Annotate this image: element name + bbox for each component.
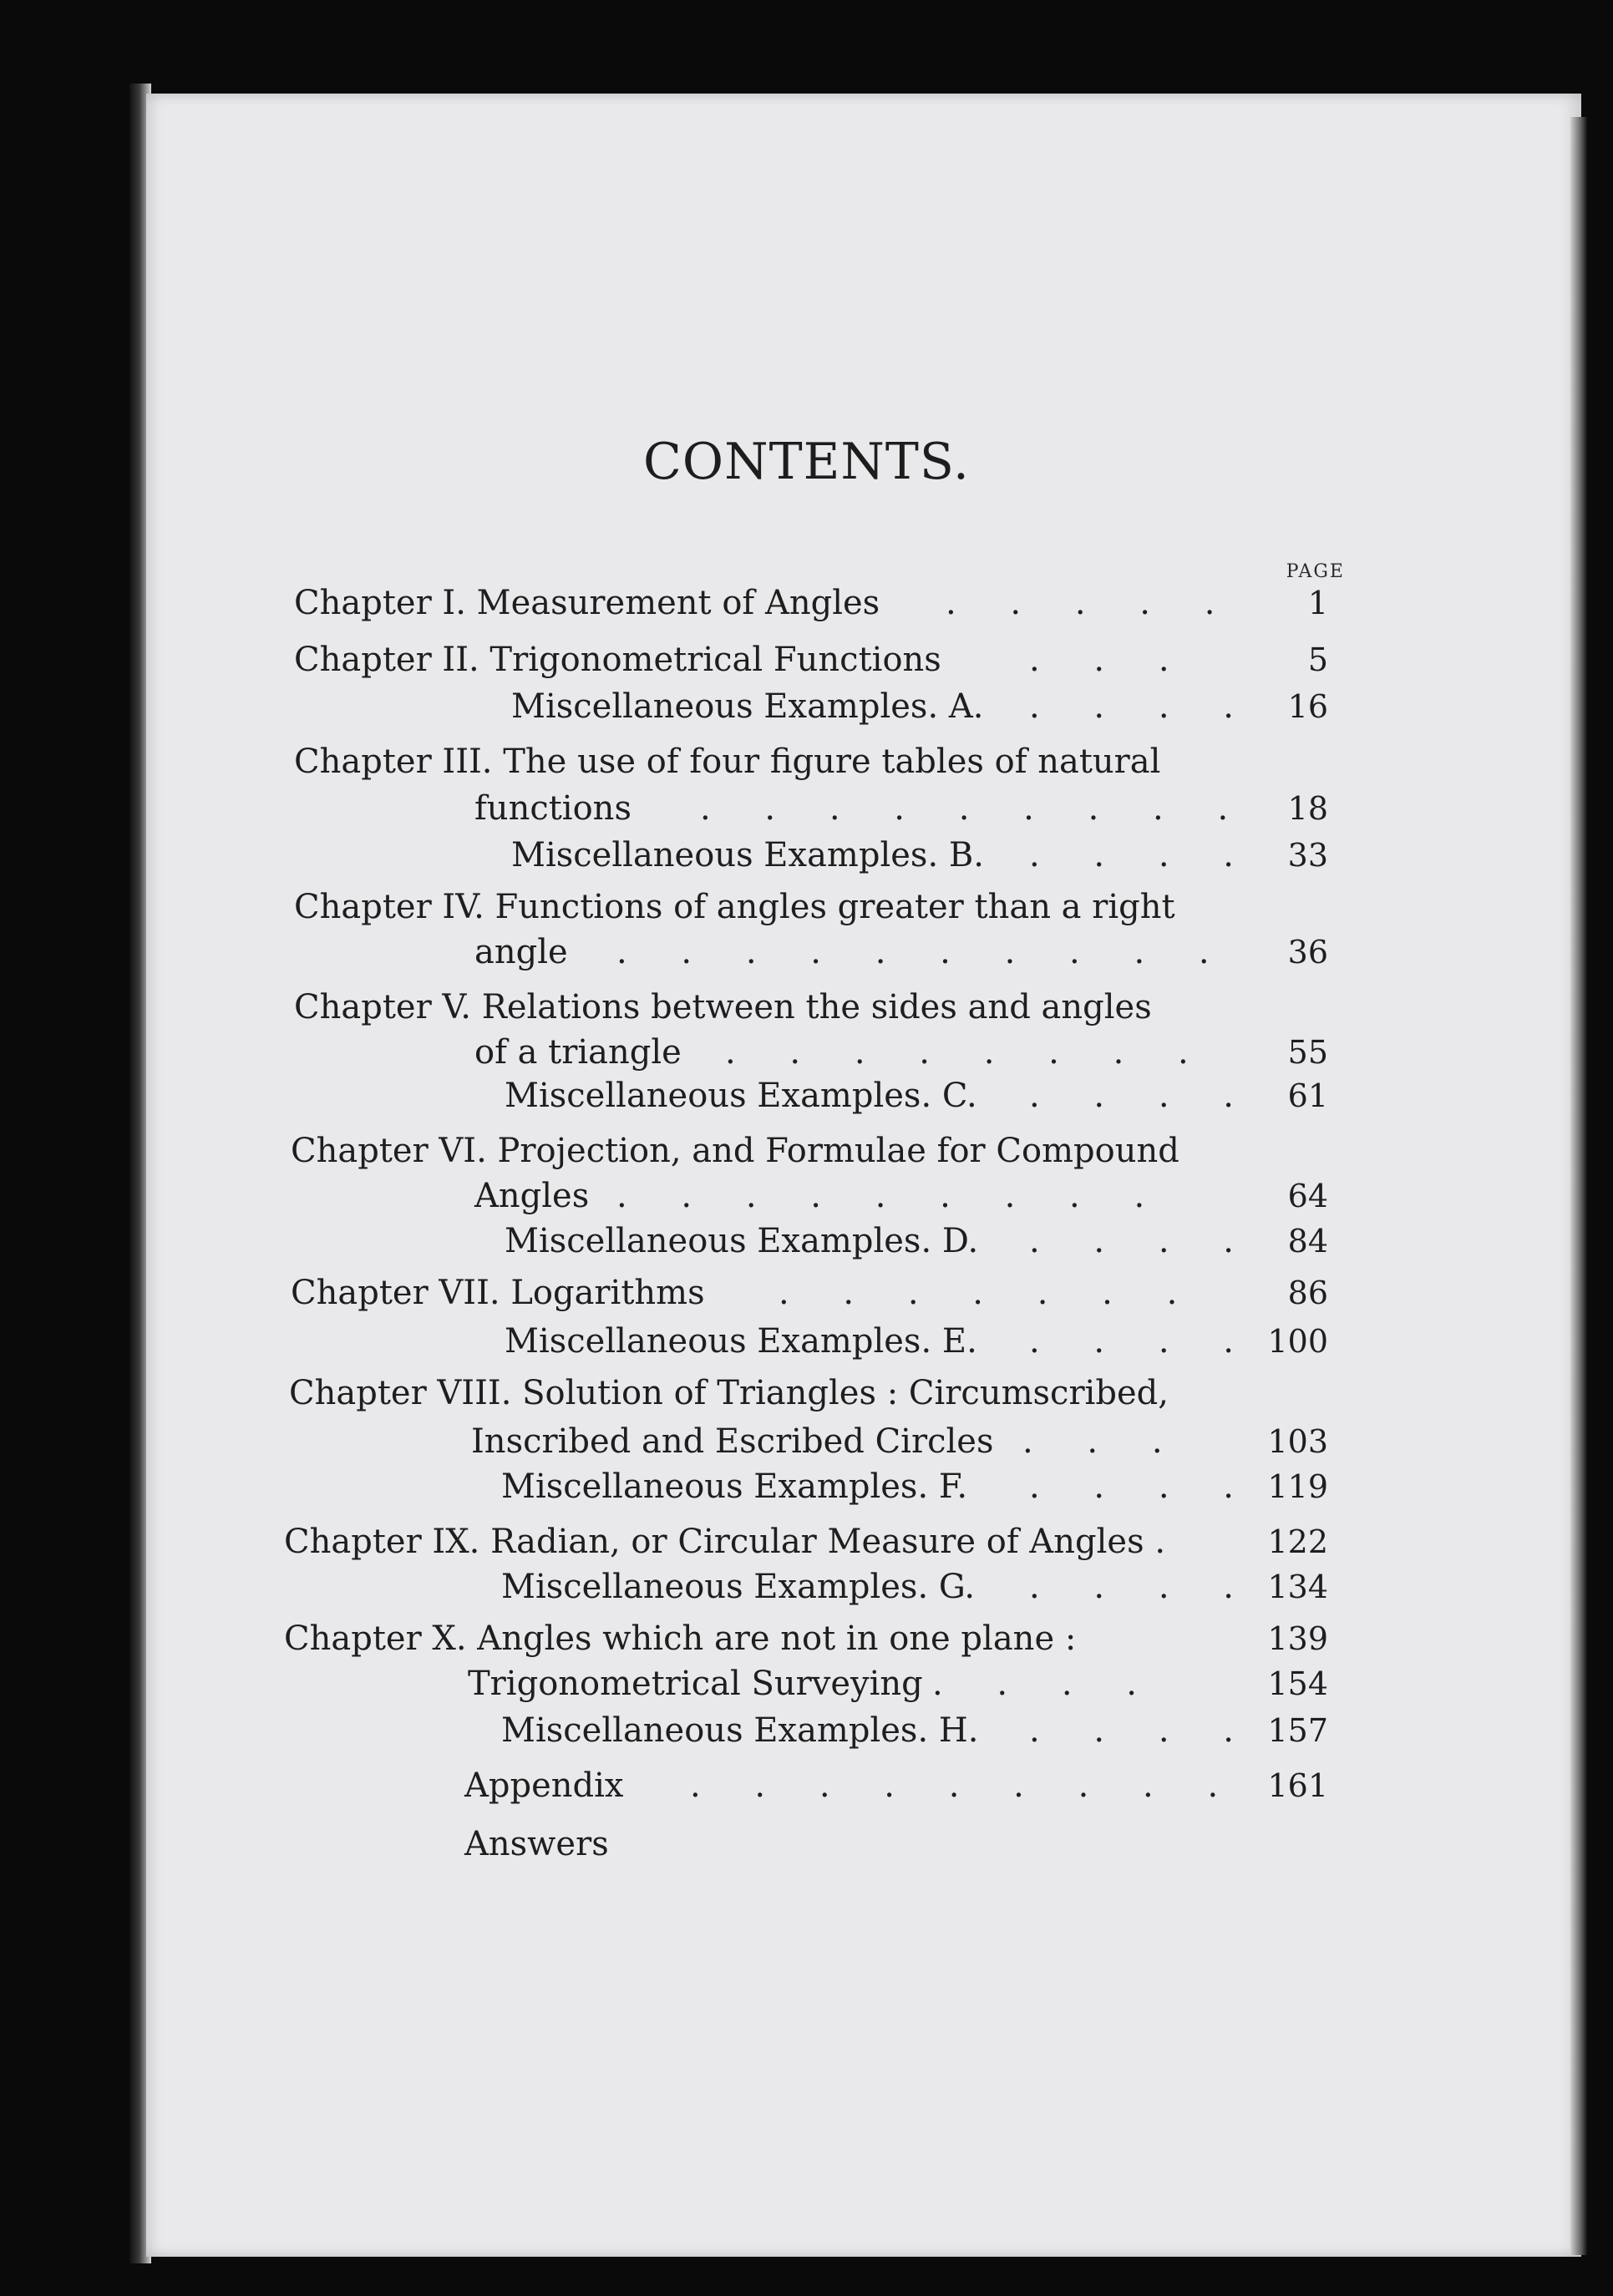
toc-entry-text: Miscellaneous Examples. A. xyxy=(511,687,984,726)
toc-page-number: 55 xyxy=(1287,1034,1328,1071)
toc-entry xyxy=(284,1615,1330,1662)
toc-page-number: 157 xyxy=(1267,1712,1328,1749)
toc-entry xyxy=(505,1318,1330,1365)
toc-leader-dots: . . . . xyxy=(1029,1222,1256,1260)
toc-entry-text: Trigonometrical Surveying xyxy=(468,1665,923,1703)
toc-leader-dots: . . . . xyxy=(1029,1467,1256,1506)
toc-leader-dots: . . . . xyxy=(932,1665,1159,1703)
toc-page-number: 139 xyxy=(1267,1620,1328,1657)
toc-entry xyxy=(294,738,1330,785)
toc-page-number: 1 xyxy=(1307,585,1328,621)
toc-leader-dots: . . . xyxy=(1029,641,1191,679)
toc-entry-text: Answers xyxy=(464,1825,609,1863)
toc-page-number: 103 xyxy=(1267,1423,1328,1460)
toc-page-number: 64 xyxy=(1287,1178,1328,1214)
toc-entry-text: Chapter V. Relations between the sides and angles xyxy=(294,988,1152,1026)
toc-entry xyxy=(501,1707,1330,1754)
toc-entry-text: Chapter I. Measurement of Angles xyxy=(294,584,880,622)
toc-entry-text: Miscellaneous Examples. B. xyxy=(511,836,984,874)
toc-entry-text: Miscellaneous Examples. D. xyxy=(505,1222,979,1260)
toc-entry-text: Miscellaneous Examples. F. xyxy=(501,1467,968,1506)
toc-entry xyxy=(284,1518,1330,1565)
toc-leader-dots: . . . . . . . . . xyxy=(690,1766,1240,1805)
toc-entry xyxy=(464,1821,1330,1868)
toc-page-number: 33 xyxy=(1287,837,1328,874)
toc-entry-text: Chapter VIII. Solution of Triangles : Circumscribed, xyxy=(289,1374,1169,1412)
toc-leader-dots: . . . xyxy=(1022,1422,1184,1461)
toc-page-number: 161 xyxy=(1267,1767,1328,1804)
toc-entry xyxy=(291,1128,1330,1174)
toc-entry xyxy=(474,1173,1330,1219)
toc-entry xyxy=(471,1418,1330,1465)
toc-entry xyxy=(291,1270,1330,1316)
toc-page-number: 61 xyxy=(1287,1077,1328,1114)
toc-entry-text: Angles xyxy=(474,1177,590,1215)
toc-leader-dots: . . . . xyxy=(1029,1077,1256,1115)
toc-entry-text: Chapter IV. Functions of angles greater than a right xyxy=(294,888,1175,926)
toc-entry-text: Miscellaneous Examples. C. xyxy=(505,1077,977,1115)
toc-leader-dots: . . . . . . . . . xyxy=(616,1177,1167,1215)
toc-leader-dots: . . . . xyxy=(1029,1322,1256,1361)
toc-entry-text: of a triangle xyxy=(474,1033,682,1072)
toc-leader-dots: . . . . . . . . . xyxy=(700,789,1250,828)
toc-leader-dots: . . . . xyxy=(1029,1568,1256,1606)
toc-entry xyxy=(511,683,1330,730)
toc-entry xyxy=(294,580,1330,626)
toc-entry xyxy=(464,1762,1330,1809)
toc-page-number: 18 xyxy=(1287,790,1328,827)
toc-entry-text: Chapter III. The use of four figure tables of natural xyxy=(294,743,1161,781)
toc-page-number: 154 xyxy=(1267,1665,1328,1702)
toc-leader-dots: . . . . . . . . xyxy=(725,1033,1210,1072)
toc-page-number: 36 xyxy=(1287,934,1328,971)
toc-page-number: 5 xyxy=(1307,641,1328,678)
toc-entry-text: Miscellaneous Examples. G. xyxy=(501,1568,976,1606)
toc-leader-dots: . . . . . . . xyxy=(779,1274,1200,1312)
toc-entry xyxy=(294,636,1330,683)
toc-entry-text: Chapter II. Trigonometrical Functions xyxy=(294,641,941,679)
toc-entry xyxy=(474,785,1330,832)
toc-entry-text: Inscribed and Escribed Circles xyxy=(471,1422,994,1461)
toc-leader-dots: . . . . . . . . . . xyxy=(616,933,1231,971)
toc-entry xyxy=(468,1660,1330,1707)
toc-leader-dots: . . . . xyxy=(1029,687,1256,726)
toc-entry-text: angle xyxy=(474,933,568,971)
toc-entry-text: Chapter IX. Radian, or Circular Measure of Angles . xyxy=(284,1523,1166,1561)
toc-page-number: 122 xyxy=(1267,1523,1328,1560)
toc-entry xyxy=(511,832,1330,879)
toc-page-number: 119 xyxy=(1267,1468,1328,1505)
page-title: CONTENTS. xyxy=(643,433,970,491)
toc-entry xyxy=(289,1370,1330,1417)
toc-page-number: 86 xyxy=(1287,1275,1328,1311)
toc-entry xyxy=(474,1029,1330,1076)
toc-page-number: 134 xyxy=(1267,1569,1328,1605)
toc-leader-dots: . . . . xyxy=(1029,836,1256,874)
toc-entry-text: Chapter VI. Projection, and Formulae for Compound xyxy=(291,1132,1179,1170)
toc-entry-text: Miscellaneous Examples. H. xyxy=(501,1711,979,1750)
toc-entry-text: Appendix xyxy=(464,1766,624,1805)
toc-entry-text: functions xyxy=(474,789,632,828)
page-column-header: PAGE xyxy=(1286,561,1345,582)
toc-entry xyxy=(474,929,1330,976)
toc-entry-text: Chapter X. Angles which are not in one plane : xyxy=(284,1619,1077,1658)
toc-entry xyxy=(505,1072,1330,1119)
toc-entry xyxy=(294,884,1330,930)
toc-entry-text: Miscellaneous Examples. E. xyxy=(505,1322,977,1361)
toc-entry xyxy=(501,1564,1330,1610)
toc-entry xyxy=(505,1218,1330,1265)
toc-entry xyxy=(294,984,1330,1031)
toc-entry xyxy=(501,1463,1330,1510)
toc-page-number: 84 xyxy=(1287,1223,1328,1260)
toc-leader-dots: . . . . xyxy=(1029,1711,1256,1750)
toc-page-number: 100 xyxy=(1267,1323,1328,1360)
toc-page-number: 16 xyxy=(1287,688,1328,725)
toc-leader-dots: . . . . . xyxy=(946,584,1237,622)
toc-entry-text: Chapter VII. Logarithms xyxy=(291,1274,705,1312)
